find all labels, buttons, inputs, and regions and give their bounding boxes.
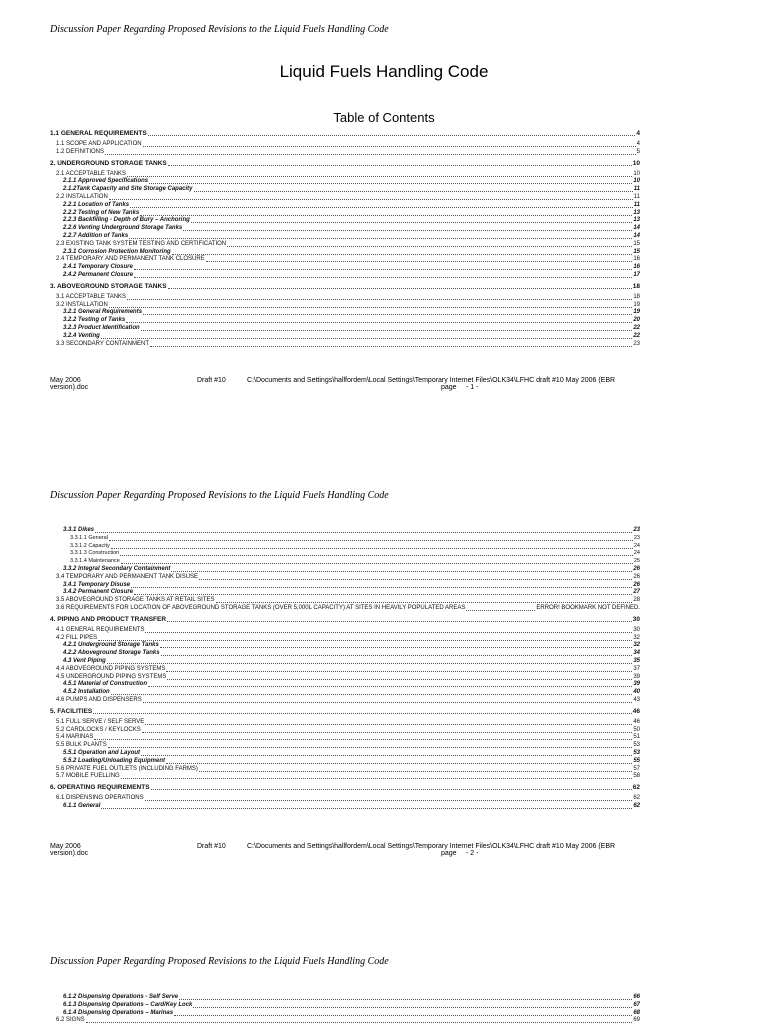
toc-entry-label: 3.4.1 Temporary Disuse xyxy=(63,581,131,588)
toc-entry-label: 5.5.1 Operation and Layout xyxy=(63,750,141,756)
toc-entry-page: 26 xyxy=(633,566,640,572)
toc-entry-label: 3. ABOVEGROUND STORAGE TANKS xyxy=(50,282,167,290)
toc-entry-label: 5.2 CARDLOCKS / KEYLOCKS xyxy=(56,726,141,733)
toc-entry-page: ERROR! BOOKMARK NOT DEFINED. xyxy=(536,605,640,611)
toc-entry-page: 57 xyxy=(633,765,640,772)
toc-entry-page: 14 xyxy=(633,233,640,239)
toc-entry-label: 2.2 INSTALLATION xyxy=(56,194,108,200)
toc-entry-page: 13 xyxy=(633,217,640,224)
toc-entry-page: 32 xyxy=(633,642,640,649)
toc-entry-page: 22 xyxy=(633,325,640,331)
toc-entry-label: 1.2 DEFINITIONS xyxy=(56,148,105,155)
footer-draft: Draft #10 xyxy=(197,377,226,384)
toc-entry-page: 32 xyxy=(633,634,640,641)
toc-entry-label: 6.1.4 Dispensing Operations – Marinas xyxy=(63,1009,174,1016)
toc-entry-label: 5.5 BULK PLANTS xyxy=(56,742,107,749)
toc-entry-label: 3.3.1.2 Capacity xyxy=(70,542,110,549)
toc-entry-page: 51 xyxy=(633,734,640,741)
toc-leader-dots xyxy=(179,999,632,1000)
toc-entry-page: 22 xyxy=(633,332,640,339)
toc-entry-page: 4 xyxy=(636,130,640,137)
toc-entry-page: 20 xyxy=(633,317,640,324)
running-header: Discussion Paper Regarding Proposed Revisions to the Liquid Fuels Handling Code xyxy=(50,956,389,967)
footer-path: C:\Documents and Settings\hallfordem\Local Settings\Temporary Internet Files\OLK34\LFHC draft #10 May 2006 (EBR xyxy=(247,843,616,850)
toc-entry-page: 18 xyxy=(632,282,640,290)
toc-entry-label: 4.4 ABOVEGROUND PIPING SYSTEMS xyxy=(56,665,166,672)
footer-page-number: - 1 - xyxy=(466,384,479,391)
toc-entry-page: 25 xyxy=(633,558,640,565)
toc-entry-label: 6.2 SIGNS xyxy=(56,1017,85,1024)
toc-entry[interactable] xyxy=(63,1002,640,1009)
toc-entry-page: 11 xyxy=(633,201,640,208)
toc-entry-label: 4.3 Vent Piping xyxy=(63,658,106,664)
toc-entry-label: 2.3 EXISTING TANK SYSTEM TESTING AND CERTIFICATION xyxy=(56,240,227,247)
toc-entry-label: 3.2.1 General Requirements xyxy=(63,309,143,316)
toc-entry-label: 4.5.2 Installation xyxy=(63,689,110,696)
toc-entry-label: 2.2.7 Addition of Tanks xyxy=(63,233,129,239)
toc-entry-page: 30 xyxy=(633,626,640,633)
toc-entry-page: 62 xyxy=(633,803,640,809)
toc-entry-page: 16 xyxy=(633,256,640,263)
footer-date: May 2006 xyxy=(50,843,81,850)
toc-entry-page: 26 xyxy=(633,581,640,588)
toc-entry-label: 4.2.2 Aboveground Storage Tanks xyxy=(63,650,160,657)
toc-entry-label: 2.2.3 Backfilling - Depth of Bury – Anchoring xyxy=(63,217,190,224)
toc-leader-dots xyxy=(86,1022,633,1023)
footer-page-number: - 2 - xyxy=(466,850,479,857)
toc-entry-label: 2.2.6 Venting Underground Storage Tanks xyxy=(63,225,183,232)
toc-entry-label: 2.1 ACCEPTABLE TANKS xyxy=(56,170,127,177)
toc-entry[interactable] xyxy=(56,1017,640,1024)
toc-entry-page: 28 xyxy=(633,597,640,604)
toc-leader-dots xyxy=(174,1015,632,1016)
toc-entry-label: 5.1 FULL SERVE / SELF SERVE xyxy=(56,718,145,725)
toc-entry-page: 10 xyxy=(633,170,640,177)
toc-entry-label: 2.4 TEMPORARY AND PERMANENT TANK CLOSURE xyxy=(56,256,205,263)
toc-entry-page: 10 xyxy=(633,178,640,185)
toc-entry-label: 3.3.1 Dikes xyxy=(63,527,95,533)
running-header: Discussion Paper Regarding Proposed Revisions to the Liquid Fuels Handling Code xyxy=(50,24,389,35)
running-header: Discussion Paper Regarding Proposed Revisions to the Liquid Fuels Handling Code xyxy=(50,490,389,501)
toc-entry-label: 1.1 SCOPE AND APPLICATION xyxy=(56,141,142,147)
toc-entry-page: 14 xyxy=(633,225,640,232)
toc-entry-label: 4.2 FILL PIPES xyxy=(56,634,98,641)
toc-entry-label: 3.3.1.1 General xyxy=(70,534,108,541)
toc-entry-page: 39 xyxy=(633,673,640,680)
toc-entry-label: 1.1 GENERAL REQUIREMENTS xyxy=(50,130,147,137)
toc-entry-label: 3.4 TEMPORARY AND PERMANENT TANK DISUSE xyxy=(56,573,199,580)
toc-entry-page: 46 xyxy=(632,707,640,715)
toc-entry-label: 5.6 PRIVATE FUEL OUTLETS (INCLUDING FARMS) xyxy=(56,765,198,772)
toc-entry-page: 35 xyxy=(633,658,640,664)
toc-entry-page: 15 xyxy=(633,248,640,255)
toc-entry-label: 4.2.1 Underground Storage Tanks xyxy=(63,642,159,649)
toc-heading: Table of Contents xyxy=(333,110,435,125)
toc-entry-label: 6.1.3 Dispensing Operations – Card/Key Lock xyxy=(63,1001,193,1008)
footer-draft: Draft #10 xyxy=(197,843,226,850)
toc-entry-label: 3.2.2 Testing of Tanks xyxy=(63,317,126,324)
toc-entry-label: 2.3.1 Corrosion Protection Monitoring xyxy=(63,248,171,255)
toc-entry-label: 3.2.3 Product Identification xyxy=(63,325,140,331)
toc-entry-page: 24 xyxy=(633,542,640,549)
toc-entry-label: 3.3.1.3 Construction xyxy=(70,550,120,557)
toc-entry-label: 2.1.2Tank Capacity and Site Storage Capacity xyxy=(63,186,193,193)
toc-entry-page: 58 xyxy=(633,773,640,780)
toc-entry-page: 34 xyxy=(633,650,640,657)
toc-entry-page: 23 xyxy=(633,340,640,347)
toc-entry-label: 2.1.1 Approved Specifications xyxy=(63,178,149,185)
toc-entry-label: 4.5.1 Material of Construction xyxy=(63,681,148,688)
toc-entry-page: 11 xyxy=(633,186,640,193)
toc-entry-page: 43 xyxy=(633,697,640,703)
toc-entry-label: 4.1 GENERAL REQUIREMENTS xyxy=(56,626,145,633)
toc-entry[interactable] xyxy=(63,1010,640,1017)
toc-entry-label: 5.7 MOBILE FUELLING xyxy=(56,773,120,780)
toc-entry-page: 50 xyxy=(633,726,640,733)
toc-entry-page: 27 xyxy=(633,589,640,596)
toc-entry-label: 6.1 DISPENSING OPERATIONS xyxy=(56,795,144,802)
toc-entry-label: 3.3.1.4 Maintenance xyxy=(70,558,120,565)
toc-entry-label: 2.2.1 Location of Tanks xyxy=(63,201,130,208)
toc-entry-page: 17 xyxy=(633,272,640,278)
toc-entry-label: 6.1.1 General xyxy=(63,803,101,809)
toc-entry-page: 18 xyxy=(633,293,640,300)
toc-entry-label: 3.3 SECONDARY CONTAINMENT xyxy=(56,340,150,347)
toc-entry-page: 26 xyxy=(633,573,640,580)
toc-entry-page: 15 xyxy=(633,240,640,247)
footer-page-label: page xyxy=(441,850,457,857)
toc-leader-dots xyxy=(193,1007,632,1008)
toc-entry-label: 4. PIPING AND PRODUCT TRANSFER xyxy=(50,615,167,623)
toc-entry-page: 24 xyxy=(633,550,640,557)
toc-entry-page: 69 xyxy=(633,1017,640,1024)
toc-entry-label: 2. UNDERGROUND STORAGE TANKS xyxy=(50,159,167,167)
toc-entry-page: 23 xyxy=(633,534,640,541)
toc-entry-page: 37 xyxy=(633,665,640,672)
toc-entry-page: 66 xyxy=(633,994,640,1000)
toc-entry-page: 10 xyxy=(632,159,640,167)
toc-entry-page: 40 xyxy=(633,689,640,696)
toc-entry-label: 5.5.2 Loading/Unloading Equipment xyxy=(63,757,166,764)
toc-entry-page: 13 xyxy=(633,209,640,216)
toc-entry-page: 53 xyxy=(633,742,640,749)
toc-entry-page: 16 xyxy=(633,264,640,271)
toc-entry-page: 5 xyxy=(636,148,640,155)
toc-entry-label: 3.2.4 Venting xyxy=(63,332,100,339)
toc-entry-label: 5. FACILITIES xyxy=(50,707,93,715)
toc-entry-page: 19 xyxy=(633,301,640,308)
document-title: Liquid Fuels Handling Code xyxy=(279,62,489,81)
toc-entry-label: 3.3.2 Integral Secondary Containment xyxy=(63,566,171,572)
toc-entry-label: 3.4.2 Permanent Closure xyxy=(63,589,134,596)
toc-entry-page: 39 xyxy=(633,681,640,688)
toc-entry-page: 67 xyxy=(633,1001,640,1008)
toc-entry-label: 3.6 REQUIREMENTS FOR LOCATION OF ABOVEGROUND STORAGE TANKS (OVER 5,000L CAPACITY) AT SITES IN HEAVILY POPULATED AREAS xyxy=(56,605,466,611)
toc-entry-page: 68 xyxy=(633,1009,640,1016)
toc-entry-label: 2.4.2 Permanent Closure xyxy=(63,272,134,278)
toc-entry-label: 4.6 PUMPS AND DISPENSERS xyxy=(56,697,142,703)
footer-path: C:\Documents and Settings\hallfordem\Local Settings\Temporary Internet Files\OLK34\LFHC draft #10 May 2006 (EBR xyxy=(247,377,616,384)
toc-entry-label: 3.2 INSTALLATION xyxy=(56,301,108,308)
footer-path-continued: version).doc xyxy=(50,850,89,857)
footer-page-label: page xyxy=(441,384,457,391)
footer-date: May 2006 xyxy=(50,377,81,384)
toc-entry-label: 6. OPERATING REQUIREMENTS xyxy=(50,784,150,792)
toc-entry-page: 23 xyxy=(633,527,640,533)
toc-entry-label: 3.1 ACCEPTABLE TANKS xyxy=(56,293,127,300)
toc-entry[interactable] xyxy=(63,994,640,1001)
toc-entry-label: 2.2.2 Testing of New Tanks xyxy=(63,209,140,216)
toc-entry-label: 4.5 UNDERGROUND PIPING SYSTEMS xyxy=(56,673,167,680)
toc-entry-page: 30 xyxy=(632,615,640,623)
toc-entry-page: 55 xyxy=(633,757,640,764)
toc-entry-label: 3.5 ABOVEGROUND STORAGE TANKS AT RETAIL SITES xyxy=(56,597,215,604)
toc-entry-page: 19 xyxy=(633,309,640,316)
footer-path-continued: version).doc xyxy=(50,384,89,391)
toc-entry-label: 5.4 MARINAS xyxy=(56,734,94,741)
toc-entry-page: 62 xyxy=(632,784,640,792)
toc-entry-page: 46 xyxy=(633,718,640,725)
toc-entry-page: 53 xyxy=(633,750,640,756)
toc-entry-page: 4 xyxy=(636,141,640,147)
toc-entry-page: 62 xyxy=(633,795,640,802)
toc-entry-label: 2.4.1 Temporary Closure xyxy=(63,264,133,271)
toc-entry-page: 11 xyxy=(633,194,640,200)
toc-entry-label: 6.1.2 Dispensing Operations - Self Serve xyxy=(63,994,179,1000)
